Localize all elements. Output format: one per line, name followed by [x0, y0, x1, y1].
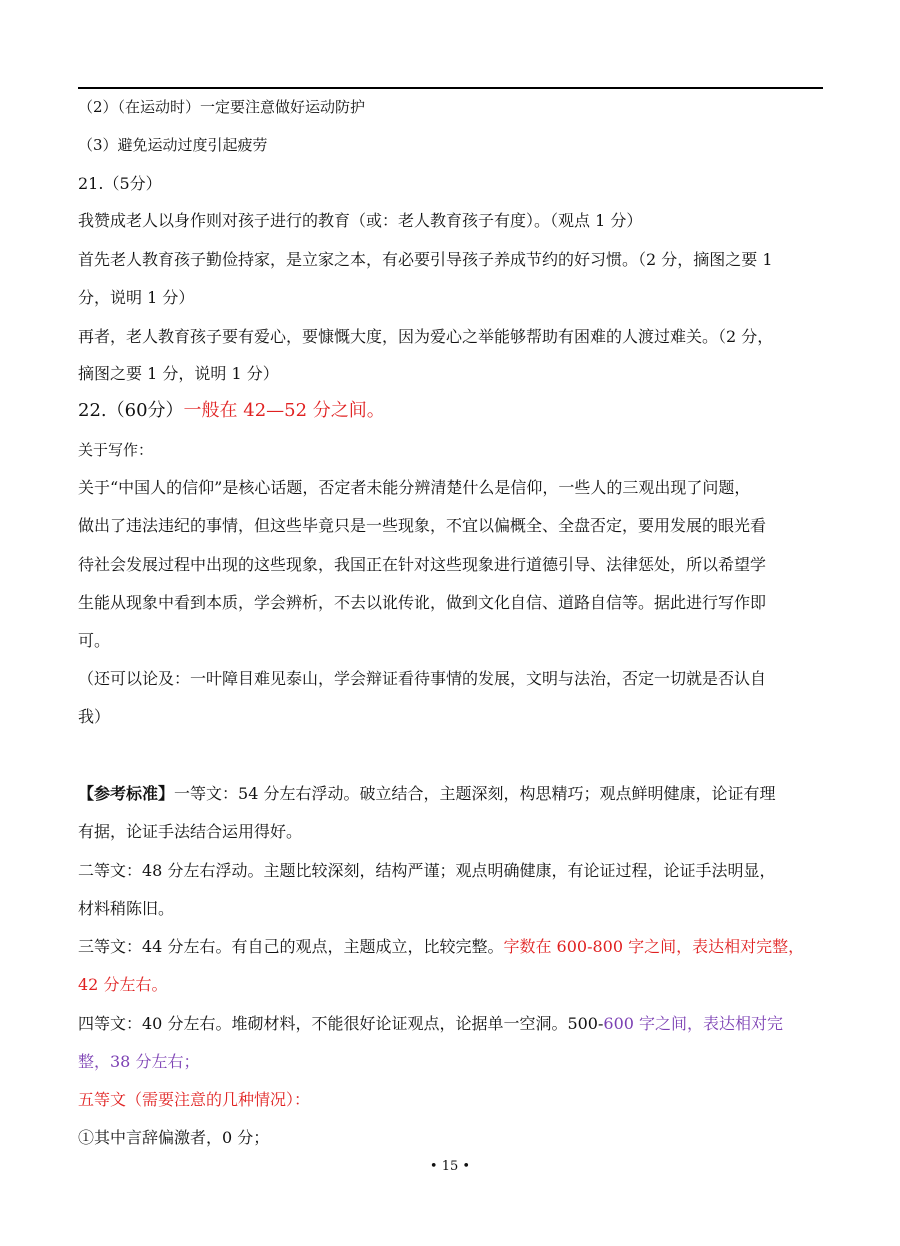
q21-viewpoint: 我赞成老人以身作则对孩子进行的教育（或：老人教育孩子有度）。（观点 1 分） — [78, 211, 643, 230]
page-number: • 15 • — [429, 1159, 471, 1174]
grade-3-cont: 42 分左右。 — [78, 975, 168, 994]
grade-3-text: 三等文：44 分左右。有自己的观点，主题成立，比较完整。 — [78, 937, 504, 956]
grade-4-line — [78, 1014, 838, 1034]
grade-5-item-1: ①其中言辞偏激者，0 分； — [78, 1128, 270, 1147]
grade-4-text: 四等文：40 分左右。堆砌材料，不能很好论证观点，论据单一空洞。500- — [78, 1014, 604, 1033]
grade-5-heading: 五等文（需要注意的几种情况）： — [78, 1090, 311, 1109]
q21-reason-2-cont: 摘图之要 1 分，说明 1 分） — [78, 364, 279, 383]
grade-2-cont: 材料稍陈旧。 — [78, 899, 175, 918]
writing-extra-1: （还可以论及：一叶障目难见泰山，学会辩证看待事情的发展，文明与法治，否定一切就是否认自 — [78, 669, 767, 688]
q21-reason-2: 再者，老人教育孩子要有爱心，要慷慨大度，因为爱心之举能够帮助有困难的人渡过难关。（2 分， — [78, 327, 774, 346]
answer-line-2: （2）（在运动时）一定要注意做好运动防护 — [78, 98, 366, 116]
writing-guide-1: 关于“中国人的信仰”是核心话题，否定者未能分辨清楚什么是信仰，一些人的三观出现了问题， — [78, 478, 751, 497]
writing-heading: 关于写作： — [78, 441, 154, 459]
writing-guide-5: 可。 — [78, 631, 111, 650]
writing-extra-2: 我） — [78, 707, 111, 726]
grade-3-word-count: 字数在 600-800 字之间，表达相对完整， — [503, 937, 805, 956]
answer-line-3: （3）避免运动过度引起疲劳 — [78, 136, 268, 154]
writing-guide-3: 待社会发展过程中出现的这些现象，我国正在针对这些现象进行道德引导、法律惩处，所以希望学 — [78, 555, 767, 574]
q22-score: 22.（60分） — [78, 400, 184, 421]
grade-1-text: 一等文：54 分左右浮动。破立结合，主题深刻，构思精巧；观点鲜明健康，论证有理 — [174, 784, 776, 803]
reference-standard-label: 【参考标准】 — [78, 784, 175, 803]
grade-4-word-count: 600 字之间，表达相对完 — [603, 1014, 784, 1033]
header-rule — [78, 87, 823, 89]
grade-2-line: 二等文：48 分左右浮动。主题比较深刻，结构严谨；观点明确健康，有论证过程，论证手法明显， — [78, 861, 776, 880]
q21-reason-1: 首先老人教育孩子勤俭持家，是立家之本，有必要引导孩子养成节约的好习惯。（2 分，摘图之要 1 — [78, 250, 773, 269]
grade-1-cont: 有据，论证手法结合运用得好。 — [78, 822, 303, 841]
q22-range-note: 一般在 42—52 分之间。 — [183, 400, 385, 421]
writing-guide-4: 生能从现象中看到本质，学会辨析，不去以讹传讹，做到文化自信、道路自信等。据此进行写作即 — [78, 593, 767, 612]
grade-4-cont: 整，38 分左右； — [78, 1052, 200, 1071]
grade-1-line — [78, 784, 838, 804]
writing-guide-2: 做出了违法违纪的事情，但这些毕竟只是一些现象，不宜以偏概全、全盘否定，要用发展的眼光看 — [78, 516, 767, 535]
q21-reason-1-cont: 分，说明 1 分） — [78, 288, 195, 307]
grade-3-line — [78, 937, 838, 957]
question-21-heading: 21.（5分） — [78, 174, 162, 193]
question-22-heading — [78, 401, 838, 421]
